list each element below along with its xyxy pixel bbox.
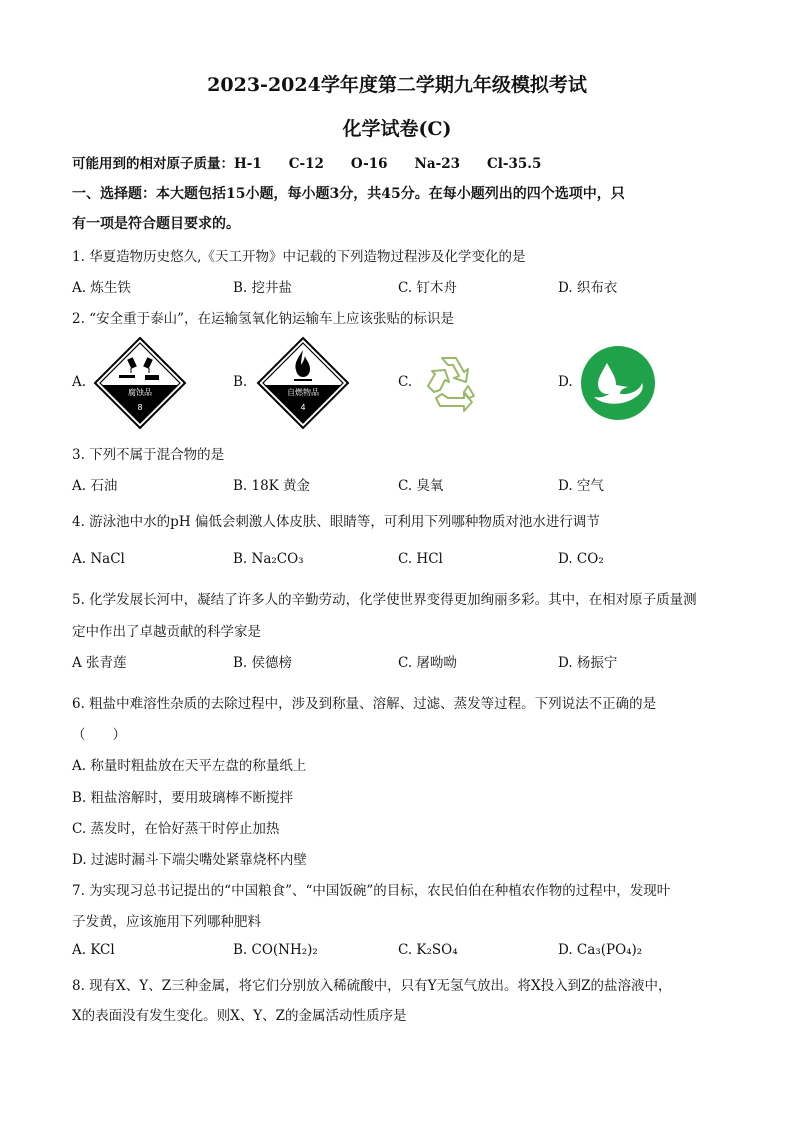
corrosive-sign-icon[interactable] <box>93 336 187 434</box>
q4-option-a[interactable]: A. NaCl <box>72 551 125 567</box>
question-1-stem: 1. 华夏造物历史悠久,《天工开物》中记载的下列造物过程涉及化学变化的是 <box>72 249 526 265</box>
q3-option-c[interactable]: C. 臭氧 <box>398 478 444 494</box>
q1-option-b[interactable]: B. 挖井盐 <box>233 280 293 296</box>
section-heading-cont: 有一项是符合题目要求的。 <box>72 216 240 232</box>
question-6-stem: 6. 粗盐中难溶性杂质的去除过程中，涉及到称量、溶解、过滤、蒸发等过程。下列说法不正确的是 <box>72 696 657 712</box>
answer-bracket: （ ） <box>72 727 126 743</box>
question-8-stem-cont: X的表面没有发生变化。则X、Y、Z的金属活动性质序是 <box>72 1008 407 1024</box>
q7-option-b[interactable]: B. CO(NH₂)₂ <box>233 942 318 958</box>
q1-option-d[interactable]: D. 织布衣 <box>558 280 618 296</box>
q1-option-a[interactable]: A. 炼生铁 <box>72 280 131 296</box>
exam-subtitle: 化学试卷(C) <box>342 118 452 140</box>
question-4-stem: 4. 游泳池中水的pH 偏低会刺激人体皮肤、眼睛等，可利用下列哪种物质对池水进行调节 <box>72 514 600 530</box>
sign-b-number: 4 <box>300 403 306 412</box>
q1-option-c[interactable]: C. 钉木舟 <box>398 280 457 296</box>
q5-option-c[interactable]: C. 屠呦呦 <box>398 655 457 671</box>
q3-option-d[interactable]: D. 空气 <box>558 478 604 494</box>
q6-option-b[interactable]: B. 粗盐溶解时，要用玻璃棒不断搅拌 <box>72 790 294 806</box>
q2-option-b-letter[interactable]: B. <box>233 374 248 390</box>
question-7-stem-cont: 子发黄，应该施用下列哪种肥料 <box>72 914 261 930</box>
q5-option-a[interactable]: A 张青莲 <box>72 655 127 671</box>
q2-option-c-letter[interactable]: C. <box>398 374 413 390</box>
q7-option-c[interactable]: C. K₂SO₄ <box>398 942 458 958</box>
q2-option-d-letter[interactable]: D. <box>558 374 573 390</box>
sign-a-label: 腐蚀品 <box>128 388 152 397</box>
q5-option-b[interactable]: B. 侯德榜 <box>233 655 293 671</box>
q4-option-b[interactable]: B. Na₂CO₃ <box>233 551 304 567</box>
water-saving-icon[interactable] <box>580 345 656 425</box>
q7-option-a[interactable]: A. KCl <box>72 942 115 958</box>
sign-b-label: 自燃物品 <box>287 388 319 397</box>
q7-option-d[interactable]: D. Ca₃(PO₄)₂ <box>558 942 643 958</box>
question-3-stem: 3. 下列不属于混合物的是 <box>72 447 225 463</box>
q5-option-d[interactable]: D. 杨振宁 <box>558 655 618 671</box>
question-5-stem-cont: 定中作出了卓越贡献的科学家是 <box>72 624 261 640</box>
question-2-stem: 2. “安全重于泰山”，在运输氢氧化钠运输车上应该张贴的标识是 <box>72 311 454 327</box>
q6-option-c[interactable]: C. 蒸发时，在恰好蒸干时停止加热 <box>72 821 280 837</box>
atomic-mass-line: 可能用到的相对原子质量：H-1 C-12 O-16 Na-23 Cl-35.5 <box>72 156 542 172</box>
q3-option-b[interactable]: B. 18K 黄金 <box>233 478 311 494</box>
question-5-stem: 5. 化学发展长河中，凝结了许多人的辛勤劳动，化学使世界变得更加绚丽多彩。其中，在相对原子质量测 <box>72 592 697 608</box>
exam-title: 2023-2024学年度第二学期九年级模拟考试 <box>207 74 587 96</box>
q4-option-c[interactable]: C. HCl <box>398 551 443 567</box>
q6-option-d[interactable]: D. 过滤时漏斗下端尖嘴处紧靠烧杯内壁 <box>72 852 307 868</box>
q6-option-a[interactable]: A. 称量时粗盐放在天平左盘的称量纸上 <box>72 758 307 774</box>
sign-a-number: 8 <box>137 403 143 412</box>
q2-option-a-letter[interactable]: A. <box>72 374 87 390</box>
q4-option-d[interactable]: D. CO₂ <box>558 551 604 567</box>
spontaneous-combustion-sign-icon[interactable] <box>256 336 350 434</box>
question-8-stem: 8. 现有X、Y、Z三种金属，将它们分别放入稀硫酸中，只有Y无氢气放出。将X投入到Z的盐溶液中， <box>72 978 672 994</box>
question-7-stem: 7. 为实现习总书记提出的“中国粮食”、“中国饭碗”的目标，农民伯伯在种植农作物的过程中，发现叶 <box>72 883 671 899</box>
q3-option-a[interactable]: A. 石油 <box>72 478 118 494</box>
recycle-icon[interactable] <box>418 350 482 418</box>
section-heading: 一、选择题：本大题包括15小题，每小题3分，共45分。在每小题列出的四个选项中，只 <box>72 186 625 202</box>
